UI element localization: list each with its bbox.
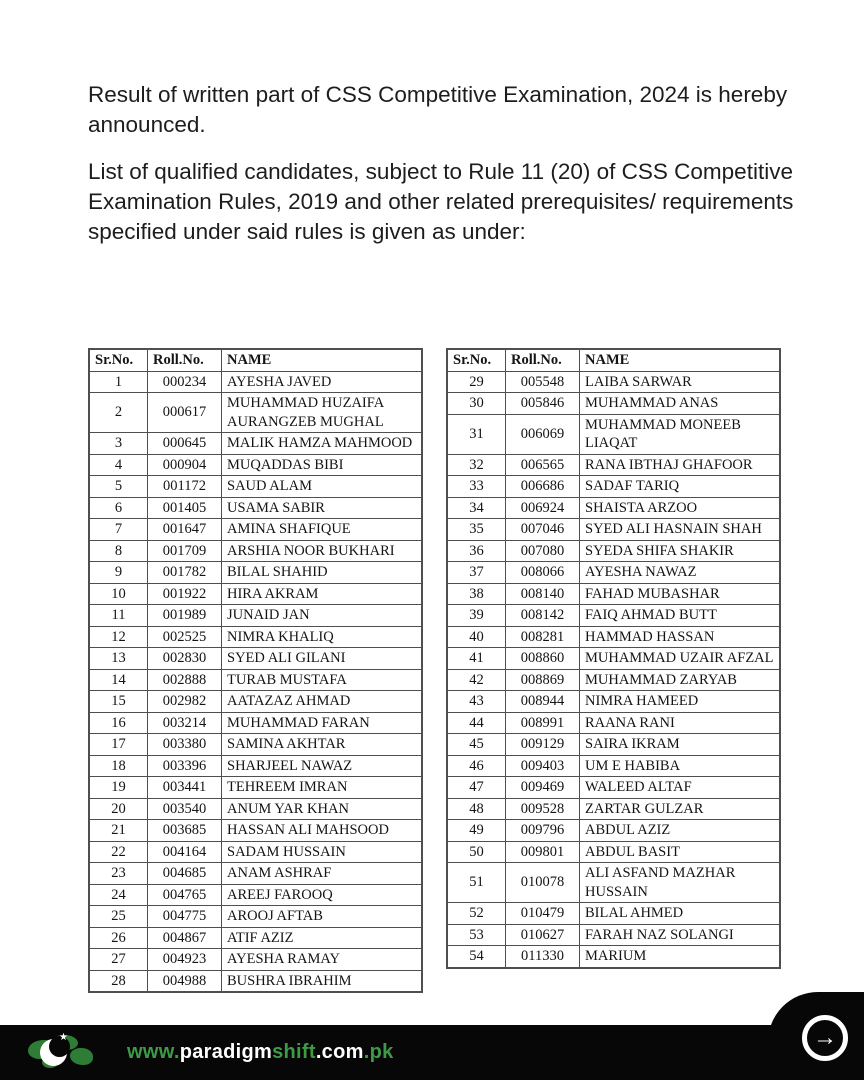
cell-srno: 52	[447, 903, 506, 925]
cell-name: HIRA AKRAM	[222, 583, 423, 605]
cell-srno: 26	[89, 927, 148, 949]
candidate-row	[447, 841, 780, 863]
cell-rollno: 004164	[148, 841, 222, 863]
cell-name: MUHAMMAD HUZAIFA AURANGZEB MUGHAL	[222, 393, 423, 433]
cell-srno: 49	[447, 820, 506, 842]
cell-srno: 10	[89, 583, 148, 605]
cell-rollno: 010479	[506, 903, 580, 925]
candidate-row	[447, 605, 780, 627]
candidate-row	[89, 519, 422, 541]
cell-name: MUHAMMAD ZARYAB	[580, 669, 781, 691]
candidate-row	[447, 777, 780, 799]
cell-srno: 43	[447, 691, 506, 713]
cell-rollno: 008944	[506, 691, 580, 713]
candidate-row	[447, 924, 780, 946]
cell-rollno: 008991	[506, 712, 580, 734]
cell-srno: 46	[447, 755, 506, 777]
cell-rollno: 008140	[506, 583, 580, 605]
candidate-row	[89, 669, 422, 691]
cell-rollno: 004867	[148, 927, 222, 949]
cell-name: SYEDA SHIFA SHAKIR	[580, 540, 781, 562]
candidate-row	[89, 884, 422, 906]
candidate-row	[89, 371, 422, 393]
cell-rollno: 006924	[506, 497, 580, 519]
candidate-row	[89, 927, 422, 949]
cell-name: FAIQ AHMAD BUTT	[580, 605, 781, 627]
cell-name: USAMA SABIR	[222, 497, 423, 519]
cell-rollno: 001172	[148, 476, 222, 498]
table-header-row	[447, 349, 780, 371]
cell-srno: 29	[447, 371, 506, 393]
cell-name: HASSAN ALI MAHSOOD	[222, 820, 423, 842]
cell-rollno: 004685	[148, 863, 222, 885]
cell-srno: 3	[89, 433, 148, 455]
cell-name: AYESHA JAVED	[222, 371, 423, 393]
cell-rollno: 003441	[148, 777, 222, 799]
cell-srno: 19	[89, 777, 148, 799]
intro-text	[88, 80, 800, 264]
candidate-row	[89, 626, 422, 648]
candidate-row	[447, 755, 780, 777]
cell-name: RAANA RANI	[580, 712, 781, 734]
url-part: shift	[272, 1041, 316, 1063]
candidate-row	[89, 863, 422, 885]
cell-rollno: 000617	[148, 393, 222, 433]
cell-rollno: 009129	[506, 734, 580, 756]
candidate-row	[447, 476, 780, 498]
candidate-row	[447, 648, 780, 670]
cell-rollno: 003540	[148, 798, 222, 820]
cell-rollno: 000234	[148, 371, 222, 393]
cell-rollno: 007080	[506, 540, 580, 562]
candidate-row	[89, 755, 422, 777]
cell-srno: 42	[447, 669, 506, 691]
candidate-row	[89, 454, 422, 476]
column-header-rollno: Roll.No.	[148, 349, 222, 371]
cell-srno: 16	[89, 712, 148, 734]
candidate-row	[89, 691, 422, 713]
cell-srno: 14	[89, 669, 148, 691]
footer-corner-tab	[768, 992, 864, 1080]
cell-srno: 28	[89, 970, 148, 992]
cell-name: FARAH NAZ SOLANGI	[580, 924, 781, 946]
candidate-row	[447, 583, 780, 605]
cell-rollno: 002982	[148, 691, 222, 713]
cell-rollno: 000904	[148, 454, 222, 476]
cell-rollno: 003214	[148, 712, 222, 734]
cell-rollno: 001405	[148, 497, 222, 519]
cell-rollno: 003396	[148, 755, 222, 777]
candidate-row	[89, 393, 422, 433]
cell-rollno: 002525	[148, 626, 222, 648]
cell-rollno: 008860	[506, 648, 580, 670]
cell-name: JUNAID JAN	[222, 605, 423, 627]
candidate-row	[89, 433, 422, 455]
cell-rollno: 010627	[506, 924, 580, 946]
cell-name: FAHAD MUBASHAR	[580, 583, 781, 605]
cell-name: MALIK HAMZA MAHMOOD	[222, 433, 423, 455]
cell-name: ANAM ASHRAF	[222, 863, 423, 885]
website-url[interactable]	[127, 1025, 394, 1080]
column-header-srno: Sr.No.	[89, 349, 148, 371]
cell-name: ZARTAR GULZAR	[580, 798, 781, 820]
cell-srno: 54	[447, 946, 506, 968]
cell-rollno: 006069	[506, 414, 580, 454]
cell-rollno: 009469	[506, 777, 580, 799]
cell-name: AROOJ AFTAB	[222, 906, 423, 928]
cell-name: RANA IBTHAJ GHAFOOR	[580, 454, 781, 476]
candidate-row	[89, 798, 422, 820]
candidate-row	[447, 820, 780, 842]
cell-srno: 2	[89, 393, 148, 433]
cell-srno: 4	[89, 454, 148, 476]
cell-rollno: 002888	[148, 669, 222, 691]
cell-rollno: 009796	[506, 820, 580, 842]
cell-rollno: 005548	[506, 371, 580, 393]
cell-srno: 48	[447, 798, 506, 820]
cell-name: ANUM YAR KHAN	[222, 798, 423, 820]
cell-srno: 36	[447, 540, 506, 562]
cell-name: MUHAMMAD ANAS	[580, 393, 781, 415]
column-header-name: NAME	[222, 349, 423, 371]
url-part: www.	[127, 1041, 180, 1063]
candidate-row	[89, 540, 422, 562]
cell-name: SYED ALI GILANI	[222, 648, 423, 670]
candidate-row	[447, 669, 780, 691]
cell-srno: 6	[89, 497, 148, 519]
candidate-row	[89, 734, 422, 756]
url-part: .com	[315, 1041, 364, 1063]
cell-rollno: 008281	[506, 626, 580, 648]
url-part: .pk	[363, 1041, 394, 1063]
cell-name: HAMMAD HASSAN	[580, 626, 781, 648]
cell-name: LAIBA SARWAR	[580, 371, 781, 393]
cell-rollno: 000645	[148, 433, 222, 455]
cell-srno: 50	[447, 841, 506, 863]
cell-name: AMINA SHAFIQUE	[222, 519, 423, 541]
candidate-row	[447, 497, 780, 519]
cell-name: SAUD ALAM	[222, 476, 423, 498]
cell-name: NIMRA HAMEED	[580, 691, 781, 713]
cell-srno: 20	[89, 798, 148, 820]
candidate-row	[89, 906, 422, 928]
cell-name: NIMRA KHALIQ	[222, 626, 423, 648]
candidate-row	[447, 691, 780, 713]
cell-srno: 12	[89, 626, 148, 648]
cell-name: SADAF TARIQ	[580, 476, 781, 498]
cell-name: MUHAMMAD MONEEB LIAQAT	[580, 414, 781, 454]
cell-name: SHARJEEL NAWAZ	[222, 755, 423, 777]
cell-rollno: 001989	[148, 605, 222, 627]
cell-name: BILAL AHMED	[580, 903, 781, 925]
results-table-right	[446, 348, 781, 969]
cell-srno: 11	[89, 605, 148, 627]
cell-name: AYESHA NAWAZ	[580, 562, 781, 584]
candidate-row	[89, 949, 422, 971]
cell-name: SAIRA IKRAM	[580, 734, 781, 756]
cell-srno: 22	[89, 841, 148, 863]
cell-srno: 31	[447, 414, 506, 454]
candidate-row	[89, 712, 422, 734]
cell-rollno: 006686	[506, 476, 580, 498]
candidate-row	[89, 605, 422, 627]
cell-rollno: 001647	[148, 519, 222, 541]
cell-srno: 17	[89, 734, 148, 756]
cell-srno: 18	[89, 755, 148, 777]
candidate-row	[447, 519, 780, 541]
cell-rollno: 008142	[506, 605, 580, 627]
cell-name: WALEED ALTAF	[580, 777, 781, 799]
cell-srno: 9	[89, 562, 148, 584]
intro-paragraph-rules: List of qualified candidates, subject to Rule 11 (20) of CSS Competitive Examination Rules, 2019 and other related prerequisites/ requirements specified under said rules is given as under:	[88, 159, 794, 244]
cell-srno: 8	[89, 540, 148, 562]
cell-srno: 7	[89, 519, 148, 541]
cell-rollno: 005846	[506, 393, 580, 415]
cell-srno: 34	[447, 497, 506, 519]
cell-rollno: 009528	[506, 798, 580, 820]
cell-srno: 23	[89, 863, 148, 885]
url-part: paradigm	[179, 1041, 273, 1063]
cell-srno: 41	[447, 648, 506, 670]
candidate-row	[447, 734, 780, 756]
cell-rollno: 001922	[148, 583, 222, 605]
cell-rollno: 003685	[148, 820, 222, 842]
cell-srno: 47	[447, 777, 506, 799]
cell-rollno: 008066	[506, 562, 580, 584]
next-arrow-button[interactable]	[802, 1015, 848, 1061]
results-tables	[88, 348, 781, 993]
footer-bar	[0, 1025, 864, 1080]
candidate-row	[447, 903, 780, 925]
cell-srno: 44	[447, 712, 506, 734]
cell-srno: 21	[89, 820, 148, 842]
candidate-row	[447, 798, 780, 820]
cell-rollno: 009801	[506, 841, 580, 863]
cell-srno: 45	[447, 734, 506, 756]
candidate-row	[89, 562, 422, 584]
cell-srno: 53	[447, 924, 506, 946]
cell-srno: 15	[89, 691, 148, 713]
cell-name: SAMINA AKHTAR	[222, 734, 423, 756]
cell-name: TEHREEM IMRAN	[222, 777, 423, 799]
column-header-rollno: Roll.No.	[506, 349, 580, 371]
cell-srno: 25	[89, 906, 148, 928]
cell-rollno: 010078	[506, 863, 580, 903]
cell-rollno: 011330	[506, 946, 580, 968]
cell-srno: 5	[89, 476, 148, 498]
cell-srno: 40	[447, 626, 506, 648]
cell-name: MARIUM	[580, 946, 781, 968]
cell-name: ATIF AZIZ	[222, 927, 423, 949]
cell-name: SADAM HUSSAIN	[222, 841, 423, 863]
cell-name: MUHAMMAD UZAIR AFZAL	[580, 648, 781, 670]
candidate-row	[447, 454, 780, 476]
candidate-row	[89, 497, 422, 519]
candidate-row	[89, 583, 422, 605]
pakistan-crescent-map-logo	[28, 1033, 96, 1072]
cell-srno: 38	[447, 583, 506, 605]
cell-srno: 39	[447, 605, 506, 627]
cell-name: MUHAMMAD FARAN	[222, 712, 423, 734]
cell-name: SYED ALI HASNAIN SHAH	[580, 519, 781, 541]
cell-name: AYESHA RAMAY	[222, 949, 423, 971]
candidate-row	[447, 540, 780, 562]
cell-rollno: 006565	[506, 454, 580, 476]
cell-name: ABDUL AZIZ	[580, 820, 781, 842]
cell-name: AREEJ FAROOQ	[222, 884, 423, 906]
cell-name: ARSHIA NOOR BUKHARI	[222, 540, 423, 562]
cell-rollno: 001709	[148, 540, 222, 562]
cell-name: MUQADDAS BIBI	[222, 454, 423, 476]
candidate-row	[447, 414, 780, 454]
cell-srno: 1	[89, 371, 148, 393]
candidate-row	[447, 946, 780, 968]
cell-name: BUSHRA IBRAHIM	[222, 970, 423, 992]
cell-rollno: 004923	[148, 949, 222, 971]
cell-srno: 33	[447, 476, 506, 498]
cell-rollno: 001782	[148, 562, 222, 584]
candidate-row	[447, 562, 780, 584]
cell-srno: 32	[447, 454, 506, 476]
candidate-row	[89, 777, 422, 799]
cell-rollno: 008869	[506, 669, 580, 691]
candidate-row	[447, 626, 780, 648]
cell-rollno: 004988	[148, 970, 222, 992]
candidate-row	[89, 820, 422, 842]
cell-srno: 30	[447, 393, 506, 415]
results-table-left	[88, 348, 423, 993]
cell-srno: 13	[89, 648, 148, 670]
candidate-row	[447, 863, 780, 903]
candidate-row	[89, 841, 422, 863]
cell-name: ALI ASFAND MAZHAR HUSSAIN	[580, 863, 781, 903]
cell-rollno: 003380	[148, 734, 222, 756]
arrow-right-icon: →	[813, 1024, 837, 1051]
intro-paragraph-announcement: Result of written part of CSS Competitive Examination, 2024 is hereby announced.	[88, 82, 788, 137]
candidate-row	[447, 712, 780, 734]
cell-rollno: 007046	[506, 519, 580, 541]
candidate-row	[89, 970, 422, 992]
cell-rollno: 002830	[148, 648, 222, 670]
candidate-row	[447, 371, 780, 393]
candidate-row	[89, 476, 422, 498]
cell-name: SHAISTA ARZOO	[580, 497, 781, 519]
star-icon: ★	[59, 1032, 68, 1043]
column-header-name: NAME	[580, 349, 781, 371]
cell-srno: 37	[447, 562, 506, 584]
world-map-shape	[70, 1048, 93, 1065]
cell-name: TURAB MUSTAFA	[222, 669, 423, 691]
candidate-row	[447, 393, 780, 415]
cell-name: UM E HABIBA	[580, 755, 781, 777]
candidate-row	[89, 648, 422, 670]
cell-name: BILAL SHAHID	[222, 562, 423, 584]
cell-srno: 27	[89, 949, 148, 971]
cell-name: AATAZAZ AHMAD	[222, 691, 423, 713]
column-header-srno: Sr.No.	[447, 349, 506, 371]
cell-rollno: 009403	[506, 755, 580, 777]
cell-srno: 35	[447, 519, 506, 541]
cell-srno: 51	[447, 863, 506, 903]
cell-name: ABDUL BASIT	[580, 841, 781, 863]
table-header-row	[89, 349, 422, 371]
cell-rollno: 004765	[148, 884, 222, 906]
cell-rollno: 004775	[148, 906, 222, 928]
cell-srno: 24	[89, 884, 148, 906]
